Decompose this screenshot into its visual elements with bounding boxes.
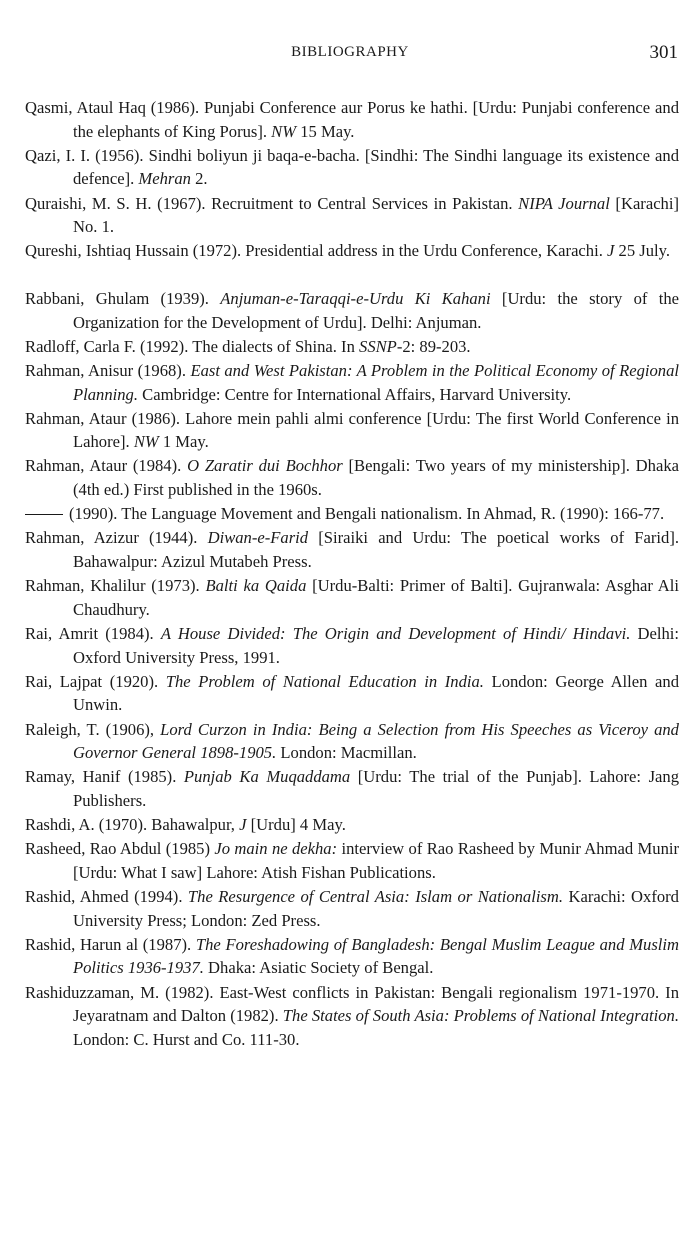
entry-text: 25 July.: [614, 241, 671, 261]
entry-text: Raleigh, T. (1906),: [25, 719, 161, 739]
entry-title-italic: NW: [271, 121, 297, 141]
entry-text: [Urdu] 4 May.: [246, 815, 346, 835]
entry-title-italic: The Problem of National Education in India.: [165, 671, 484, 691]
entry-title-italic: Lord Curzon in India: Being a Selection from His Speeches as Viceroy and Governor General 1898-1905.: [73, 719, 679, 763]
entry-text: Quraishi, M. S. H. (1967). Recruitment to Central Services in Pakistan.: [25, 193, 519, 213]
entry-text: [Urdu: the story of the Organization for the Development of Urdu]. Delhi: Anjuman.: [73, 288, 679, 332]
entry-text: Rashid, Harun al (1987).: [25, 934, 196, 954]
entry-text: [Bengali: Two years of my ministership]. Dhaka (4th ed.) First published in the 1960s.: [73, 456, 679, 500]
entry-text: Rahman, Ataur (1986). Lahore mein pahli almi conference [Urdu: The first World Conference in Lahore].: [25, 408, 679, 452]
entry-text: Rai, Amrit (1984).: [25, 624, 161, 643]
entry-title-italic: A House Divided: The Origin and Development of Hindi/ Hindavi.: [160, 624, 631, 643]
entry-title-italic: East and West Pakistan: A Problem in the Political Economy of Regional Planning.: [73, 360, 679, 404]
entry-title-italic: J: [607, 241, 615, 261]
bibliography-entry: [25, 670, 679, 717]
entry-text: Rahman, Ataur (1984).: [25, 456, 188, 476]
entry-title-italic: O Zaratir dui Bochhor: [187, 456, 343, 476]
bibliography-entry: [25, 192, 679, 239]
entry-text: Rasheed, Rao Abdul (1985): [25, 839, 215, 859]
entry-text: Rahman, Azizur (1944).: [25, 528, 208, 548]
entry-text: (1990). The Language Movement and Bengali nationalism. In Ahmad, R. (1990): 166-77.: [69, 504, 665, 524]
bibliography-entry: [25, 526, 679, 573]
bibliography-entry: [25, 933, 679, 980]
entry-text: Cambridge: Centre for International Affairs, Harvard University.: [138, 384, 572, 404]
entry-text: Rashdi, A. (1970). Bahawalpur,: [25, 815, 240, 835]
bibliography-entry: [25, 287, 679, 334]
entry-text: 2.: [190, 169, 208, 189]
page-number: 301: [649, 42, 678, 63]
entry-title-italic: Diwan-e-Farid: [207, 528, 309, 548]
running-head: BIBLIOGRAPHY: [291, 44, 409, 60]
section-gap: [25, 263, 679, 287]
entry-title-italic: Balti ka Qaida: [205, 576, 307, 596]
entry-text: -2: 89-203.: [396, 336, 471, 356]
entry-text: Rashid, Ahmed (1994).: [25, 887, 188, 907]
entry-text: Rai, Lajpat (1920).: [25, 671, 166, 691]
bibliography-entry: [25, 407, 679, 454]
entry-text: interview of Rao Rasheed by Munir Ahmad Munir [Urdu: What I saw] Lahore: Atish Fishan Publications.: [73, 839, 679, 882]
entry-text: Qasmi, Ataul Haq (1986). Punjabi Conference aur Porus ke hathi. [Urdu: Punjabi conference and the elephants of King Porus].: [25, 98, 679, 141]
entry-text: [Karachi] No. 1.: [73, 193, 679, 237]
entry-text: Rabbani, Ghulam (1939).: [25, 288, 221, 308]
entry-text: Dhaka: Asiatic Society of Bengal.: [203, 958, 434, 978]
entry-text: Rahman, Anisur (1968).: [25, 360, 191, 380]
entry-title-italic: J: [239, 815, 247, 835]
entry-text: Qazi, I. I. (1956). Sindhi boliyun ji baqa-e-bacha. [Sindhi: The Sindhi language its existence and defence].: [25, 145, 679, 189]
bibliography-entry: [25, 96, 679, 143]
bibliography-entry: [25, 622, 679, 669]
bibliography-entry: [25, 454, 679, 501]
bibliography-entry: [25, 574, 679, 621]
bibliography-entry: [25, 502, 679, 526]
entry-text: 15 May.: [296, 121, 355, 141]
entry-text: Ramay, Hanif (1985).: [25, 767, 184, 787]
bibliography-entry: [25, 335, 679, 359]
entry-text: London: C. Hurst and Co. 111-30.: [73, 1029, 300, 1049]
entry-title-italic: Jo main ne dekha:: [214, 839, 338, 859]
entry-text: Qureshi, Ishtiaq Hussain (1972). Presidential address in the Urdu Conference, Karachi.: [25, 241, 608, 261]
entry-text: Rahman, Khalilur (1973).: [25, 576, 206, 596]
entry-title-italic: Mehran: [138, 169, 191, 189]
entry-title-italic: The States of South Asia: Problems of National Integration.: [282, 1006, 679, 1026]
entry-text: London: Macmillan.: [276, 743, 417, 763]
bibliography-entry: [25, 813, 679, 837]
bibliography-entry: [25, 885, 679, 932]
bibliography-entry: [25, 837, 679, 884]
bibliography-entry: [25, 144, 679, 191]
entry-text: Radloff, Carla F. (1992). The dialects of Shina. In: [25, 336, 360, 356]
entry-text: 1 May.: [158, 432, 209, 452]
bibliography-entry: [25, 981, 679, 1052]
page-header: [0, 44, 700, 68]
entry-title-italic: SSNP: [359, 336, 397, 356]
entry-title-italic: NW: [133, 432, 159, 452]
entry-text: [Urdu: The trial of the Punjab]. Lahore: Jang Publishers.: [73, 767, 680, 810]
bibliography-list: [25, 96, 679, 1051]
repeated-author-dash: [25, 514, 63, 515]
entry-text: Delhi: Oxford University Press, 1991.: [73, 624, 680, 667]
entry-title-italic: Punjab Ka Muqaddama: [183, 767, 351, 787]
entry-text: Karachi: Oxford University Press; London: Zed Press.: [73, 887, 679, 930]
bibliography-entry: [25, 239, 679, 263]
bibliography-entry: [25, 765, 679, 812]
entry-text: London: George Allen and Unwin.: [73, 671, 679, 715]
entry-text: [Urdu-Balti: Primer of Balti]. Gujranwala: Asghar Ali Chaudhury.: [73, 576, 679, 619]
bibliography-entry: [25, 718, 679, 765]
entry-text: [Siraiki and Urdu: The poetical works of Farid]. Bahawalpur: Azizul Mutabeh Press.: [73, 528, 679, 572]
entry-title-italic: The Foreshadowing of Bangladesh: Bengal Muslim League and Muslim Politics 1936-1937.: [73, 934, 679, 978]
entry-text: Rashiduzzaman, M. (1982). East-West conflicts in Pakistan: Bengali regionalism 1971-1970. In Jeyaratnam and Dalton (1982).: [25, 982, 679, 1026]
entry-title-italic: NIPA Journal: [518, 193, 610, 213]
entry-title-italic: Anjuman-e-Taraqqi-e-Urdu Ki Kahani: [220, 288, 491, 308]
entry-title-italic: The Resurgence of Central Asia: Islam or Nationalism.: [187, 887, 564, 907]
bibliography-entry: [25, 359, 679, 406]
